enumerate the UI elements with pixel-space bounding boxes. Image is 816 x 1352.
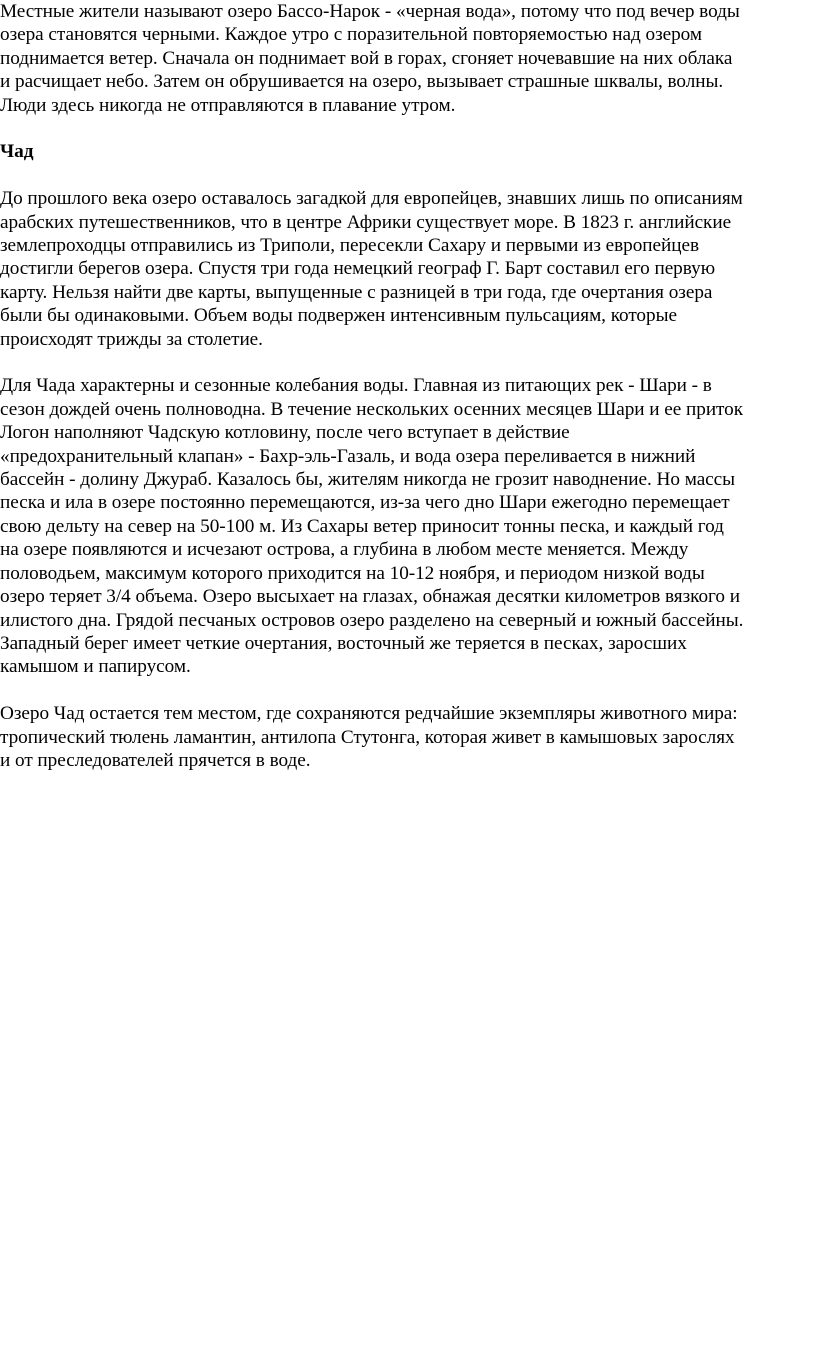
text-line: До прошлого века озеро оставалось загадкой для европейцев, знавших лишь по описаниям: [0, 188, 743, 210]
text-line: свою дельту на север на 50-100 м. Из Сахары ветер приносит тонны песка, и каждый год: [0, 515, 724, 537]
text-line: камышом и папирусом.: [0, 656, 191, 678]
paragraph-chad-seasonal: [0, 374, 816, 678]
text-line: Местные жители называют озеро Бассо-Нарок - «черная вода», потому что под вечер воды: [0, 1, 740, 22]
paragraph-spacer: [0, 351, 816, 374]
text-line: Западный берег имеет четкие очертания, восточный же теряется в песках, заросших: [0, 632, 687, 654]
text-line: илистого дна. Грядой песчаных островов озеро разделено на северный и южный бассейны.: [0, 609, 744, 631]
text-line: «предохранительный клапан» - Бахр-эль-Газаль, и вода озера переливается в нижний: [0, 445, 696, 467]
text-line: сезон дождей очень полноводна. В течение нескольких осенних месяцев Шари и ее приток: [0, 398, 744, 420]
text-line: озера становятся черными. Каждое утро с поразительной повторяемостью над озером: [0, 24, 703, 46]
paragraph-spacer: [0, 164, 816, 187]
text-line: Озеро Чад остается тем местом, где сохраняются редчайшие экземпляры животного мира:: [0, 703, 738, 725]
text-line: карту. Нельзя найти две карты, выпущенные с разницей в три года, где очертания озера: [0, 281, 713, 303]
text-line: происходят трижды за столетие.: [0, 328, 263, 350]
text-line: Логон наполняют Чадскую котловину, после чего вступает в действие: [0, 422, 570, 444]
text-line: бассейн - долину Джураб. Казалось бы, жителям никогда не грозит наводнение. Но массы: [0, 469, 736, 491]
paragraph-spacer: [0, 117, 816, 140]
text-line: Люди здесь никогда не отправляются в плавание утром.: [0, 94, 456, 116]
text-line: и от преследователей прячется в воде.: [0, 749, 311, 771]
text-line: на озере появляются и исчезают острова, а глубина в любом месте меняется. Между: [0, 539, 689, 561]
paragraph-chad-wildlife: [0, 702, 816, 772]
paragraph-basso-narok: [0, 0, 816, 117]
text-line: были бы одинаковыми. Объем воды подвержен интенсивным пульсациям, которые: [0, 305, 677, 327]
text-line: и расчищает небо. Затем он обрушивается на озеро, вызывает страшные шквалы, волны.: [0, 71, 724, 93]
text-line: Для Чада характерны и сезонные колебания воды. Главная из питающих рек - Шари - в: [0, 375, 712, 397]
text-line: достигли берегов озера. Спустя три года немецкий географ Г. Барт составил его первую: [0, 258, 716, 280]
text-line: песка и ила в озере постоянно перемещаются, из-за чего дно Шари ежегодно перемещает: [0, 492, 730, 514]
paragraph-chad-history: [0, 187, 816, 351]
text-line: арабских путешественников, что в центре Африки существует море. В 1823 г. английские: [0, 211, 732, 233]
section-heading-chad: Чад: [0, 141, 34, 163]
text-line: поднимается ветер. Сначала он поднимает вой в горах, сгоняет ночевавшие на них облака: [0, 47, 733, 69]
text-line: тропический тюлень ламантин, антилопа Стутонга, которая живет в камышовых зарослях: [0, 726, 735, 748]
text-line: половодьем, максимум которого приходится на 10-12 ноября, и периодом низкой воды: [0, 562, 705, 584]
paragraph-spacer: [0, 679, 816, 702]
text-line: озеро теряет 3/4 объема. Озеро высыхает на глазах, обнажая десятки километров вязкого и: [0, 586, 740, 608]
text-line: землепроходцы отправились из Триполи, пересекли Сахару и первыми из европейцев: [0, 235, 700, 257]
